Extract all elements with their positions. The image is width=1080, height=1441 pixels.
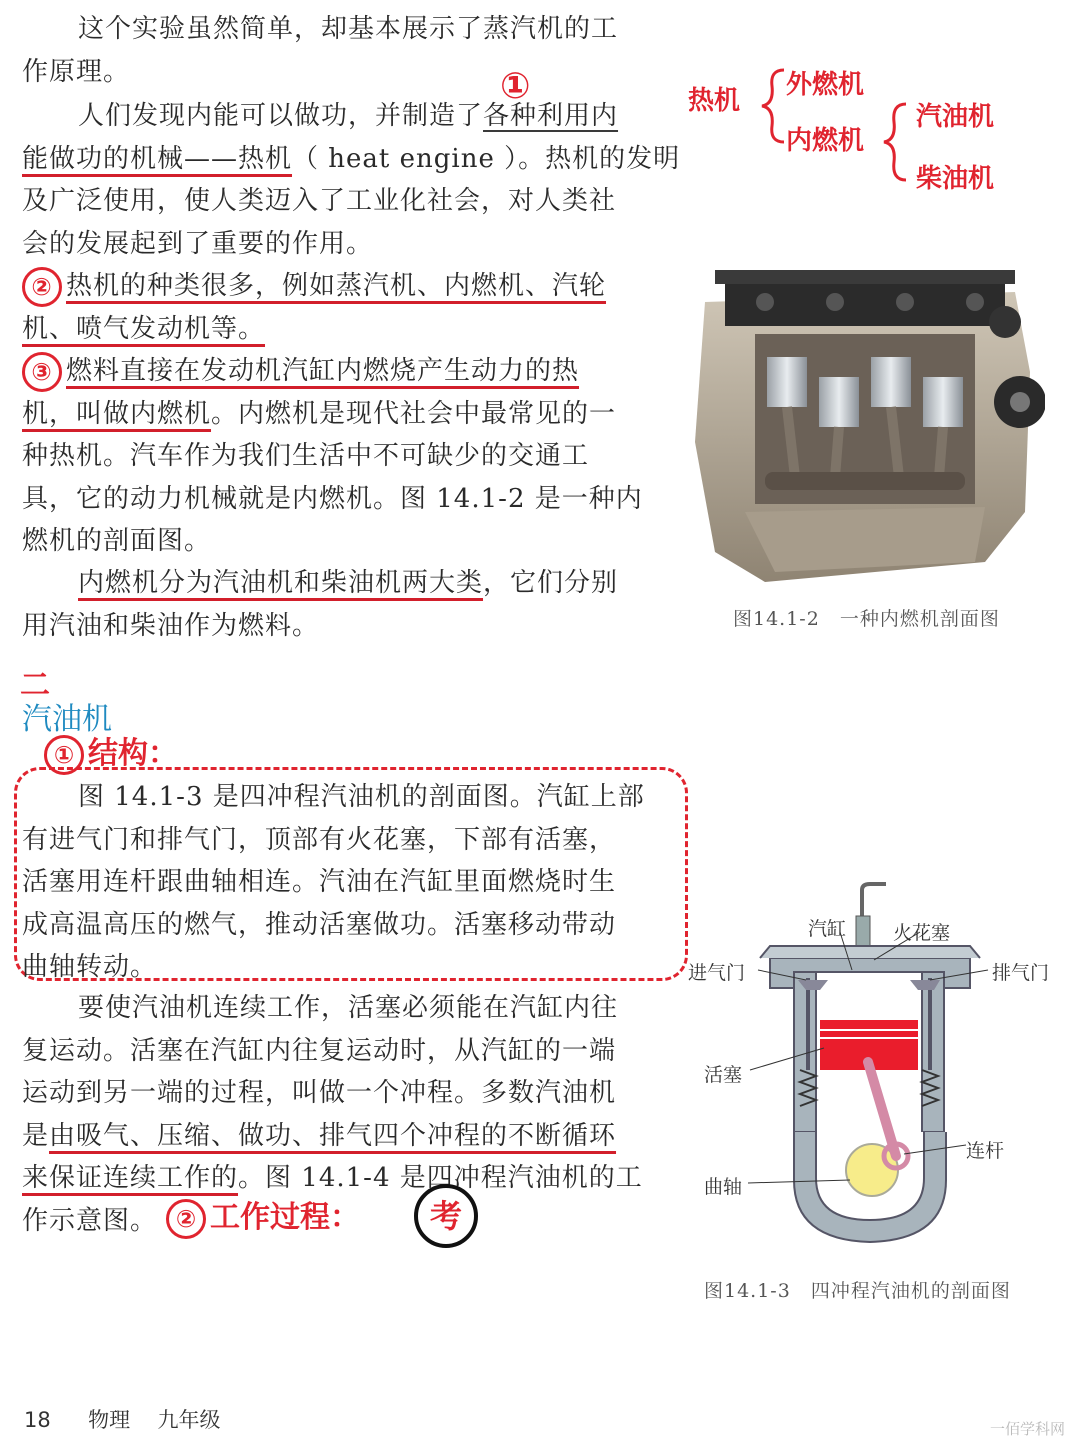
paragraph-1 [22, 8, 670, 93]
label-exhaust-valve: 排气门 [992, 962, 1050, 984]
label-crankshaft: 曲轴 [704, 1176, 743, 1198]
p2-line-2 [22, 138, 681, 181]
p4-line-3: 种热机。汽车作为我们生活中不可缺少的交通工 [22, 441, 590, 471]
figure-14-1-2-caption: 图14.1-2 一种内燃机剖面图 [733, 608, 1000, 630]
p4-line-2b: 。内燃机是现代社会中最常见的一 [211, 398, 617, 429]
note-external-combustion: 外燃机 [786, 70, 865, 100]
label-intake-valve: 进气门 [688, 962, 746, 984]
p7-line-3: 运动到另一端的过程，叫做一个冲程。多数汽油机 [22, 1078, 617, 1108]
paragraph-3 [22, 265, 670, 350]
note-number-1: ① [500, 66, 531, 107]
paragraph-5 [22, 562, 670, 647]
p6-line-4: 成高温高压的燃气，推动活塞做功。活塞移动带动 [22, 909, 617, 940]
paragraph-4 [22, 350, 670, 563]
p6-line-3: 活塞用连杆跟曲轴相连。汽油在汽缸里面燃烧时生 [22, 867, 617, 897]
note-number-3: ③ [22, 352, 62, 392]
p5-line-1 [22, 562, 670, 605]
note-diesel-engine: 柴油机 [916, 164, 995, 194]
structure-label: 结构： [88, 736, 178, 771]
process-label: 工作过程： [210, 1200, 360, 1235]
note-gasoline-engine: 汽油机 [916, 102, 995, 132]
p2-line-3: 及广泛使用，使人类迈入了工业化社会，对人类社 [22, 186, 617, 216]
note-heat-engine: 热机 [688, 86, 741, 116]
p6-line-5: 曲轴转动。 [22, 952, 158, 982]
p3-line-2-text: 机、喷气发动机等。 [22, 313, 266, 344]
engine-types-sentence: 内燃机分为汽油机和柴油机两大类 [78, 568, 484, 598]
p2-line-1a: 人们发现内能可以做功，并制造了 [78, 101, 484, 131]
p1-line-2: 作原理。 [22, 56, 131, 87]
p2-line-1 [22, 95, 670, 138]
label-spark-plug: 火花塞 [893, 922, 951, 944]
label-connecting-rod: 连杆 [966, 1140, 1005, 1162]
p4-line-1 [22, 350, 670, 393]
p4-line-1-text: 燃料直接在发动机汽缸内燃烧产生动力的热 [66, 356, 580, 386]
p7-line-1: 要使汽油机连续工作，活塞必须能在汽缸内往 [78, 993, 619, 1023]
four-stroke-sentence: 由吸气、压缩、做功、排气四个冲程的不断循环 [49, 1120, 617, 1151]
p5-line-2: 用汽油和柴油作为燃料。 [22, 610, 320, 641]
p7-line-4a: 是 [22, 1120, 50, 1151]
p7-line-5b: 。图 14.1-4 是四冲程汽油机的工 [238, 1163, 643, 1193]
label-cylinder: 汽缸 [808, 918, 847, 940]
figure-14-1-3-caption: 图14.1-3 四冲程汽油机的剖面图 [704, 1280, 1011, 1302]
paragraph-6 [22, 776, 670, 989]
p7-line-4 [22, 1115, 670, 1158]
p4-line-4: 具，它的动力机械就是内燃机。图 14.1-2 是一种内 [22, 483, 643, 514]
p7-line-6: 作示意图。 [22, 1205, 158, 1236]
note-work-process [166, 1192, 360, 1239]
internal-combustion-definition: 机，叫做内燃机 [22, 398, 212, 429]
section-number: 二 [20, 668, 50, 703]
watermark: 一佰学科网 [990, 1420, 1066, 1438]
label-piston: 活塞 [704, 1064, 743, 1086]
p6-line-1: 图 14.1-3 是四冲程汽油机的剖面图。汽缸上部 [78, 782, 645, 812]
p4-line-2 [22, 393, 670, 436]
p3-line-1 [22, 265, 670, 308]
p2-line-2b: （ heat engine ）。热机的发明 [292, 143, 681, 174]
page-footer [24, 1404, 220, 1434]
heat-engine-definition: 能做功的机械——热机 [22, 143, 293, 174]
p2-line-4: 会的发展起到了重要的作用。 [22, 228, 374, 259]
engine-cutaway-photo [685, 262, 1045, 592]
process-number: ② [166, 1199, 206, 1239]
section-title: 汽油机 [22, 702, 112, 737]
note-internal-combustion: 内燃机 [786, 126, 865, 156]
p3-line-1-text: 热机的种类很多，例如蒸汽机、内燃机、汽轮 [66, 271, 607, 301]
brace-icon [880, 100, 910, 184]
p5-line-1b: ，它们分别 [483, 568, 619, 598]
p3-line-2 [22, 308, 670, 351]
grade: 九年级 [157, 1408, 221, 1432]
p7-line-2: 复运动。活塞在汽缸内往复运动时，从汽缸的一端 [22, 1035, 617, 1066]
page-number: 18 [24, 1408, 51, 1432]
p2-line-1b: 各种利用内 [483, 101, 619, 131]
paragraph-2 [22, 95, 681, 265]
p1-line-1: 这个实验虽然简单，却基本展示了蒸汽机的工 [78, 14, 619, 44]
exam-stamp: 考 [414, 1184, 478, 1248]
p4-line-5: 燃机的剖面图。 [22, 526, 212, 556]
p7-line-5a: 来保证连续工作的 [22, 1163, 239, 1193]
subject: 物理 [88, 1408, 131, 1432]
four-stroke-engine-diagram [690, 880, 1070, 1260]
note-number-2: ② [22, 267, 62, 307]
structure-number: ① [44, 735, 84, 775]
p6-line-2: 有进气门和排气门，顶部有火花塞，下部有活塞， [22, 824, 617, 855]
brace-icon [758, 66, 788, 146]
